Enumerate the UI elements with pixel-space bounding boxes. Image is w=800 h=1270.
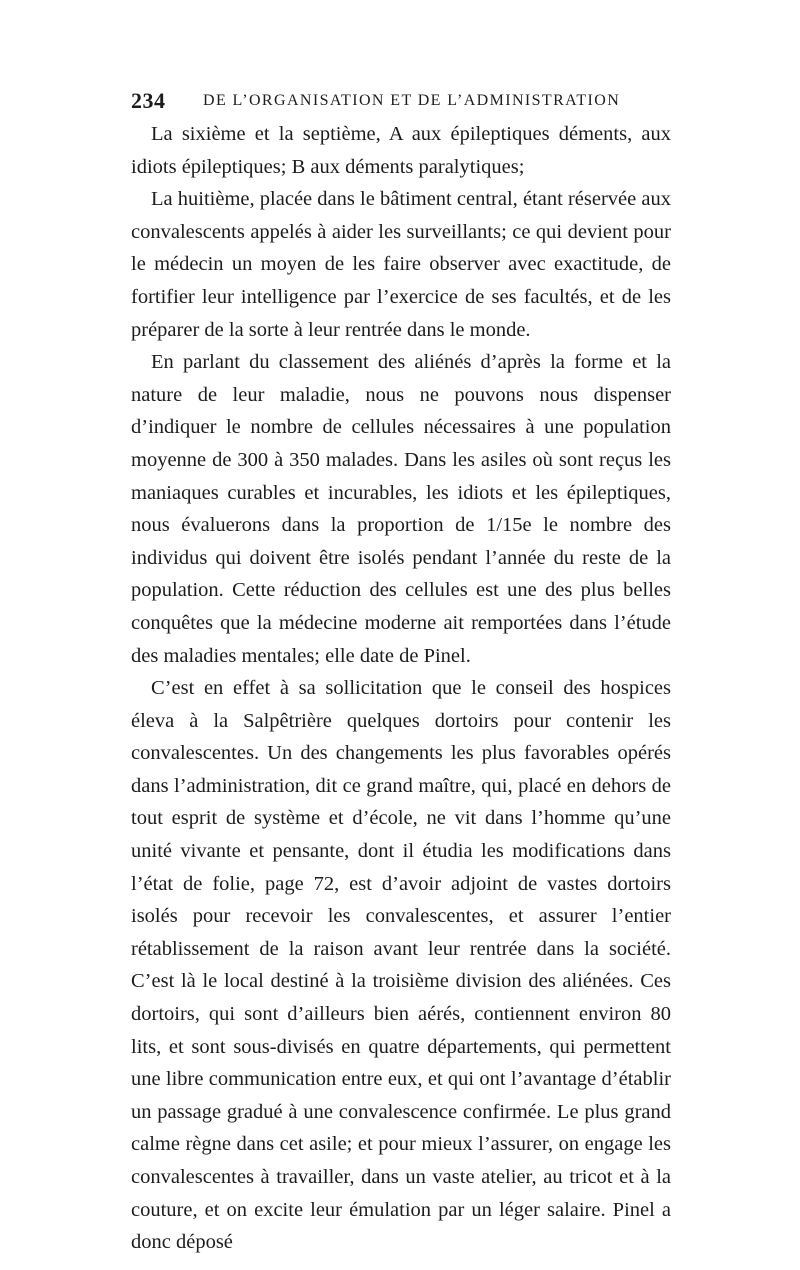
page-number: 234 — [131, 88, 166, 113]
book-page — [131, 88, 671, 1259]
paragraph-salpetriere: C’est en effet à sa sollicitation que le conseil des hospices éleva à la Salpêtrière quelques dortoirs pour contenir les convalescentes. Un des changements les plus favorables opérés dans l’administration, dit ce grand maître, qui, placé en dehors de tout esprit de système et d’école, ne vit dans l’homme qu’une unité vivante et pensante, dont il étudia les modifications dans l’état de folie, page 72, est d’avoir adjoint de vastes dortoirs isolés pour recevoir les convalescentes, et assurer l’entier rétablissement de la raison avant leur rentrée dans la société. C’est là le local destiné à la troisième division des aliénées. Ces dortoirs, qui sont d’ailleurs bien aérés, contiennent environ 80 lits, et sont sous-divisés en quatre départements, qui permettent une libre communication entre eux, et qui ont l’avantage d’établir un passage gradué à une convalescence confirmée. Le plus grand calme règne dans cet asile; et pour mieux l’assurer, on engage les convalescentes à travailler, dans un vaste atelier, au tricot et à la couture, et on excite leur émulation par un léger salaire. Pinel a donc déposé — [131, 677, 671, 1254]
running-title: DE L’ORGANISATION ET DE L’ADMINISTRATION — [203, 92, 621, 109]
paragraph-convalescents: La huitième, placée dans le bâtiment central, étant réservée aux convalescents appelés à aider les surveillants; ce qui devient pour le médecin un moyen de les faire observer avec exactitude, de fortifier leur intelligence par l’exercice de ses facultés, et de les préparer de la sorte à leur rentrée dans le monde. — [131, 188, 671, 341]
paragraph-classification: La sixième et la septième, A aux épileptiques déments, aux idiots épileptiques; B aux déments paralytiques; — [131, 123, 671, 178]
body-text — [131, 118, 671, 1259]
running-head — [131, 88, 671, 118]
paragraph-cells: En parlant du classement des aliénés d’après la forme et la nature de leur maladie, nous ne pouvons nous dispenser d’indiquer le nombre de cellules nécessaires à une population moyenne de 300 à 350 malades. Dans les asiles où sont reçus les maniaques curables et incurables, les idiots et les épileptiques, nous évaluerons dans la proportion de 1/15e le nombre des individus qui doivent être isolés pendant l’année du reste de la population. Cette réduction des cellules est une des plus belles conquêtes que la médecine moderne ait remportées dans l’étude des maladies mentales; elle date de Pinel. — [131, 351, 671, 667]
